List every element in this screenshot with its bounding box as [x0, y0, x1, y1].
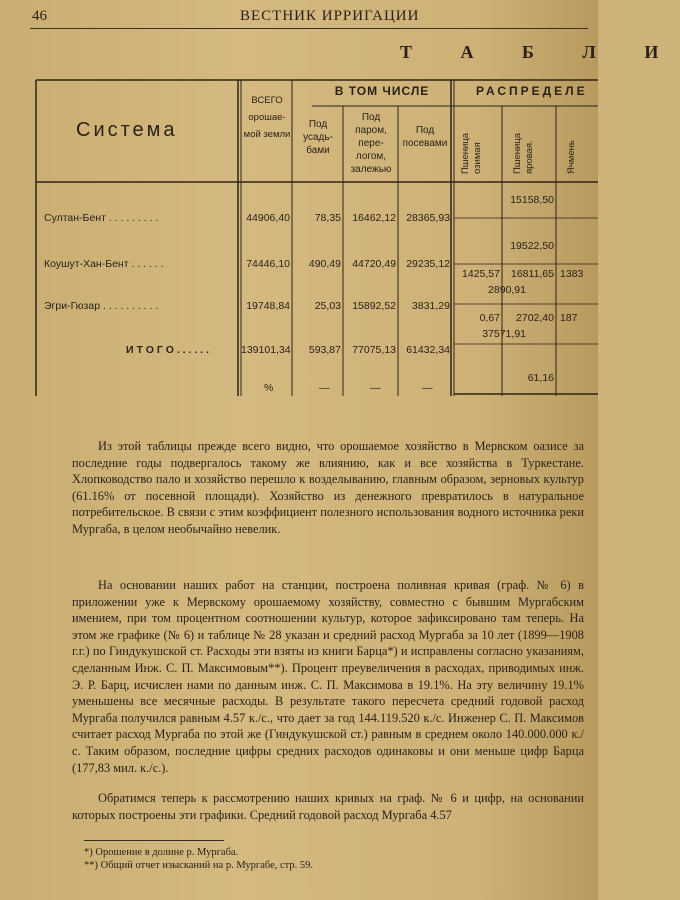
- row-label: Коушут-Хан-Бент . . . . . .: [44, 258, 164, 270]
- header-estates: Под усадь-бами: [303, 119, 333, 156]
- dist-value: 37571,91: [482, 328, 526, 340]
- paragraph-3: [72, 790, 584, 823]
- row-crops: 28365,93: [406, 212, 450, 224]
- data-table: [36, 78, 598, 396]
- row-crops: 61432,34: [406, 344, 450, 356]
- row-estates: 78,35: [314, 212, 341, 224]
- dist-value: 19522,50: [510, 240, 554, 252]
- row-total: 74446,10: [246, 258, 290, 270]
- row-total: 19748,84: [246, 300, 290, 312]
- paragraph-1: [72, 438, 584, 538]
- dist-value: 2702,40: [516, 312, 554, 324]
- row-crops: 29235,12: [406, 258, 450, 270]
- header-in-that: В ТОМ ЧИСЛЕ: [334, 84, 430, 98]
- footnote-1: *) Орошение в долине р. Мургаба.: [84, 847, 239, 858]
- dash: —: [319, 382, 330, 394]
- dash: —: [370, 382, 381, 394]
- row-fallow: 15892,52: [352, 300, 396, 312]
- dist-value: 0,67: [479, 312, 500, 324]
- row-estates: 593,87: [308, 344, 341, 356]
- row-crops: 3831,29: [412, 300, 450, 312]
- row-label: Султан-Бент . . . . . . . . .: [44, 212, 159, 224]
- row-fallow: 16462,12: [352, 212, 396, 224]
- row-label: Эгри-Гюзар . . . . . . . . . .: [44, 300, 159, 312]
- dist-value: 61,16: [527, 372, 554, 384]
- journal-title: ВЕСТНИК ИРРИГАЦИИ: [240, 8, 420, 24]
- row-fallow: 44720,49: [352, 258, 396, 270]
- page-number: 46: [32, 8, 47, 24]
- footnote-divider: [84, 840, 224, 841]
- row-estates: 25,03: [314, 300, 341, 312]
- paragraph-text: Обратимся теперь к рассмотрению наших кривых на граф. № 6 и цифр, на основании которых построены эти графики. Средний годовой расход Мургаба 4.57: [72, 791, 584, 822]
- header-crops: Под посевами: [402, 125, 448, 149]
- dist-value: 1425,57: [462, 268, 500, 280]
- percent-label: %: [264, 382, 274, 394]
- header-system: Система: [76, 119, 178, 141]
- header-total: ВСЕГО орошае-мой земли: [243, 95, 291, 140]
- table-title: Т А Б Л И: [400, 42, 680, 62]
- row-total: 139101,34: [241, 344, 291, 356]
- dist-value: 2890,91: [488, 284, 526, 296]
- footnote-2: **) Общий отчет изысканий на р. Мургабе, стр. 59.: [84, 860, 313, 871]
- header-fallow: Под паром, пере-логом, залежью: [350, 112, 392, 175]
- row-label-total: И Т О Г О . . . . . .: [126, 344, 209, 356]
- header-distribution: РАСПРЕДЕЛЕ: [476, 84, 588, 98]
- dist-value: 1383: [560, 268, 584, 280]
- dist-value: 187: [560, 312, 578, 324]
- dist-value: 15158,50: [510, 194, 554, 206]
- paragraph-text: На основании наших работ на станции, построена поливная кривая (граф. № 6) в приложении уже к Мервскому орошаемому хозяйству, совместно с бывшим Мургабским имением, при том процентном соотношении культур, которое зафиксировано там теперь. На этом же графике (№ 6) и таблице № 28 указан и средний расход Мургаба за 10 лет (1899—1908 г.г.) по Гиндукушской ст. Расходы эти взяты из книги Барца*) и исправлены согласно указаниям, сделанным Инж. С. П. Максимовым**). Процент преувеличения в расходах, приводимых инж. Э. Р. Барц, исчислен нами по данным инж. С. П. Максимова в 19.1%. На эту величину 19.1% уменьшены все месячные расходы. В результате такого пересчета средний годовой расход Мургаба получился равным 4.57 к./с., что дает за год 144.119.520 к./с. Инженер С. П. Максимов считает расход Мургаба по этой же (Гиндукушской ст.) равным в среднем около 140.000.000 к./с. Таким образом, последние цифры средних расходов одинаковы и они меньше цифр Барца (177,83 мил. к./с.).: [72, 578, 584, 775]
- dash: —: [422, 382, 433, 394]
- row-total: 44906,40: [246, 212, 290, 224]
- header-barley: Ячмень: [566, 140, 577, 174]
- row-fallow: 77075,13: [352, 344, 396, 356]
- header-winter-wheat: Пшеница озимая: [460, 132, 483, 174]
- header-spring-wheat: Пшеница яровая.: [512, 132, 535, 174]
- row-estates: 490,49: [308, 258, 341, 270]
- dist-value: 16811,65: [510, 268, 554, 280]
- paragraph-text: Из этой таблицы прежде всего видно, что орошаемое хозяйство в Мервском оазисе за последние годы подвергалось такому же влиянию, как и все хозяйства в Туркестане. Хлопководство пало и хозяйство перешло к возделыванию, главным образом, зерновых культур (61.16% от посевной площади). Хозяйство из денежного превратилось в натуральное потребительское. В связи с этим коэффициент полезного использования водного источника реки Мургаба, в целом необычайно невелик.: [72, 439, 584, 536]
- paragraph-2: [72, 577, 584, 776]
- page-header: [30, 6, 588, 29]
